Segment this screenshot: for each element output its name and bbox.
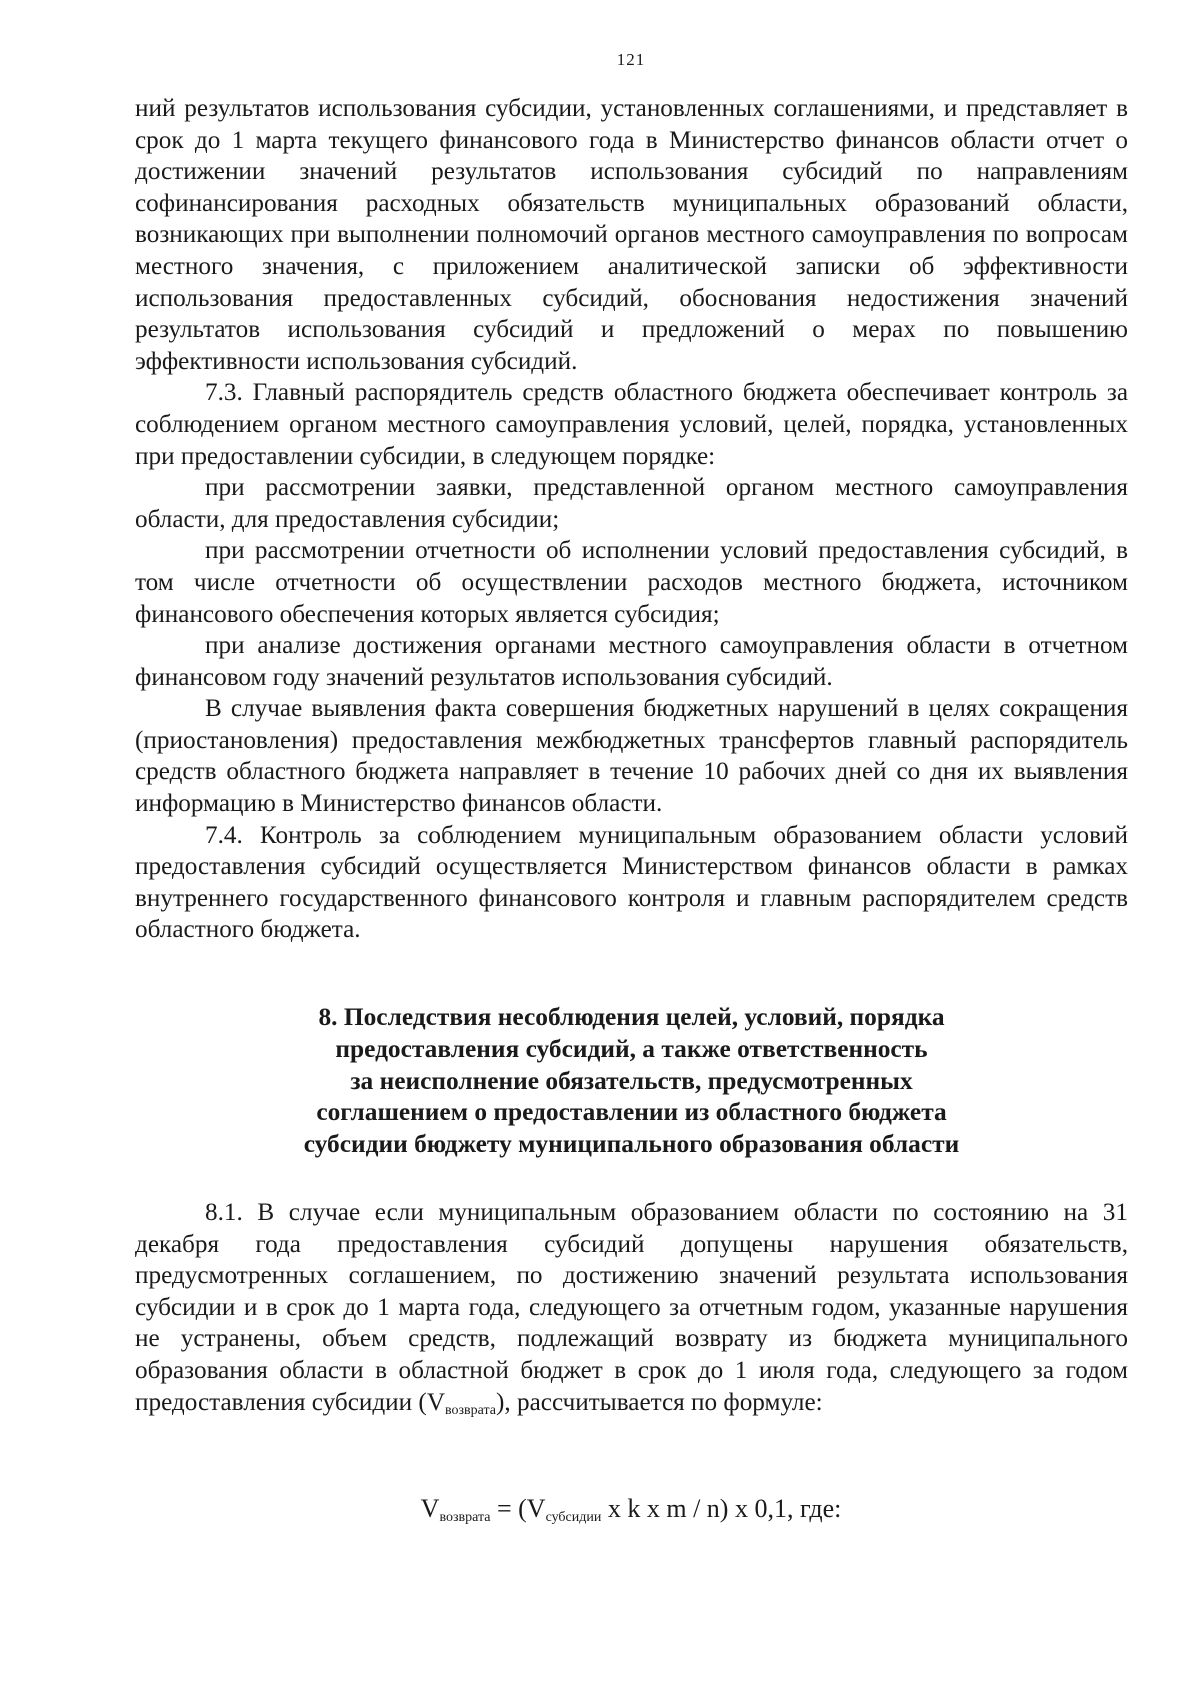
heading-line: предоставления субсидий, а также ответственность: [335, 1034, 928, 1063]
paragraph-7-3-violations: В случае выявления факта совершения бюджетных нарушений в целях сокращения (приостановления) предоставления межбюджетных трансфертов главный распорядитель средств областного бюджета направляет в течение 10 рабочих дней со дня их выявления информацию в Министерство финансов области.: [135, 695, 1128, 818]
paragraph-continuation: ний результатов использования субсидии, установленных соглашениями, и представляет в срок до 1 марта текущего финансового года в Министерство финансов области отчет о достижении значений результатов использования субсидий по направлениям софинансирования расходных обязательств муниципальных образований области, возникающих при выполнении полномочий органов местного самоуправления по вопросам местного значения, с приложением аналитической записки об эффективности использования предоставленных субсидий, обоснования недостижения значений результатов использования субсидий и предложений о мерах по повышению эффективности использования субсидий.: [135, 95, 1128, 375]
paragraph-8-1: [135, 1197, 1128, 1426]
paragraph-7-3-item-3: при анализе достижения органами местного самоуправления области в отчетном финансовом году значений результатов использования субсидий.: [135, 632, 1128, 691]
heading-line: 8. Последствия несоблюдения целей, условий, порядка: [318, 1003, 945, 1031]
section-8-heading: [135, 1002, 1128, 1161]
section-8-text: [135, 1197, 1128, 1426]
section-7-text: [135, 93, 1128, 946]
formula-subsidy-subscript: субсидии: [545, 1510, 602, 1525]
return-formula: [0, 1494, 1200, 1526]
paragraph-7-3: 7.3. Главный распорядитель средств областного бюджета обеспечивает контроль за соблюдением органом местного самоуправления условий, целей, порядка, установленных при предоставлении субсидии, в следующем порядке:: [135, 379, 1128, 470]
paragraph-7-3-item-2: при рассмотрении отчетности об исполнении условий предоставления субсидий, в том числе отчетности об осуществлении расходов местного бюджета, источником финансового обеспечения которых является субсидия;: [135, 537, 1128, 628]
paragraph-8-1-tail: ), рассчитывается по формуле:: [496, 1388, 823, 1416]
formula-rest: x k x m / n) x 0,1, где:: [601, 1494, 842, 1523]
heading-line: субсидии бюджету муниципального образования области: [303, 1130, 960, 1159]
subscript-return: возврата: [445, 1402, 497, 1418]
paragraph-7-4: 7.4. Контроль за соблюдением муниципальным образованием области условий предоставления субсидий осуществляется Министерством финансов области в рамках внутреннего государственного финансового контроля и главным распорядителем средств областного бюджета.: [135, 821, 1128, 944]
page-number: 121: [616, 50, 646, 69]
heading-line: за неисполнение обязательств, предусмотренных: [350, 1066, 913, 1095]
heading-line: соглашением о предоставлении из областного бюджета: [316, 1098, 947, 1127]
formula-equals: = (V: [490, 1494, 546, 1523]
formula-v-subscript: возврата: [439, 1510, 491, 1525]
paragraph-8-1-main: 8.1. В случае если муниципальным образованием области по состоянию на 31 декабря года предоставления субсидий допущены нарушения обязательств, предусмотренных соглашением, по достижению значений результата использования субсидии и в срок до 1 марта года, следующего за отчетным годом, указанные нарушения не устранены, объем средств, подлежащий возврату из бюджета муниципального образования области в областной бюджет в срок до 1 июля года, следующего за годом предоставления субсидии (V: [135, 1199, 1128, 1416]
formula-v: V: [420, 1494, 440, 1523]
paragraph-7-3-item-1: при рассмотрении заявки, представленной органом местного самоуправления области, для предоставления субсидии;: [135, 474, 1128, 533]
